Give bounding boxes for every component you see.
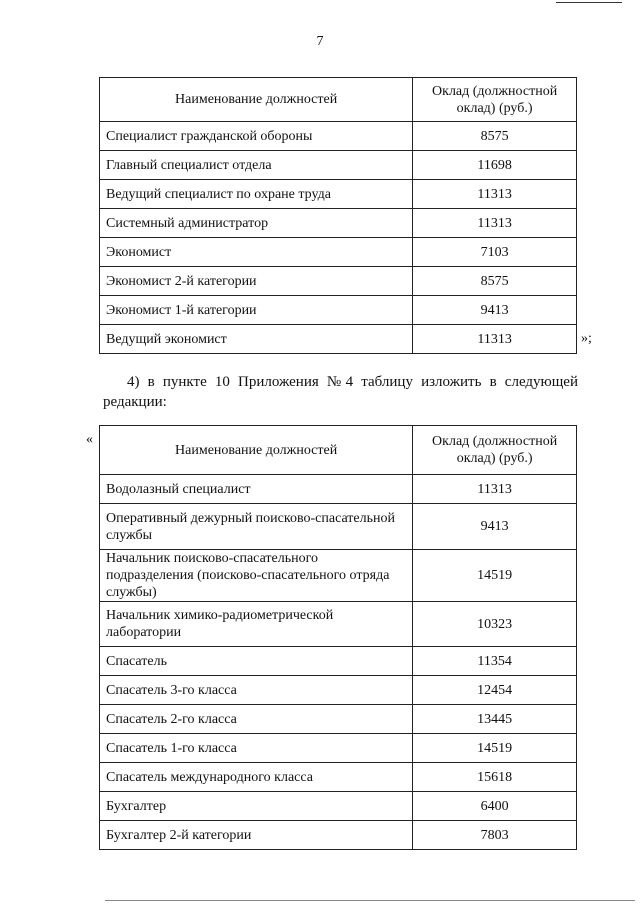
salary-value: 10323 — [413, 602, 577, 647]
salary-value: 7103 — [413, 238, 577, 267]
position-name: Экономист — [100, 238, 413, 267]
salary-value: 8575 — [413, 267, 577, 296]
table-row — [100, 647, 577, 676]
table-row — [100, 475, 577, 504]
position-name: Экономист 2-й категории — [100, 267, 413, 296]
paragraph-line-1: 4) в пункте 10 Приложения №4 таблицу изложить в следующей — [127, 374, 578, 390]
scan-artifact-top — [556, 2, 622, 3]
salary-value: 14519 — [413, 734, 577, 763]
table-header-row — [100, 78, 577, 122]
position-name: Ведущий специалист по охране труда — [100, 180, 413, 209]
closing-quote-mark: »; — [581, 331, 592, 346]
table-row — [100, 821, 577, 850]
salary-value: 9413 — [413, 296, 577, 325]
position-name: Экономист 1-й категории — [100, 296, 413, 325]
table-row — [100, 676, 577, 705]
salary-value: 11313 — [413, 209, 577, 238]
table-row — [100, 209, 577, 238]
paragraph-line-2: редакции: — [103, 394, 167, 410]
salary-value: 9413 — [413, 504, 577, 550]
table-row — [100, 792, 577, 821]
column-header-position: Наименование должностей — [100, 78, 413, 122]
salary-value: 11698 — [413, 151, 577, 180]
position-name: Бухгалтер 2-й категории — [100, 821, 413, 850]
salary-table-2 — [99, 425, 577, 850]
position-name: Системный администратор — [100, 209, 413, 238]
opening-quote-mark: « — [86, 432, 93, 447]
page-number: 7 — [316, 34, 324, 49]
table-row — [100, 238, 577, 267]
position-name: Оперативный дежурный поисково-спасательной службы — [100, 504, 413, 550]
table-row — [100, 602, 577, 647]
column-header-salary: Оклад (должностной оклад) (руб.) — [413, 426, 577, 475]
table-row — [100, 296, 577, 325]
position-name: Спасатель 3-го класса — [100, 676, 413, 705]
scan-artifact-bottom — [105, 900, 635, 901]
column-header-position: Наименование должностей — [100, 426, 413, 475]
table-row — [100, 325, 577, 354]
table-row — [100, 122, 577, 151]
amendment-paragraph — [103, 372, 578, 412]
position-name: Ведущий экономист — [100, 325, 413, 354]
table-row — [100, 550, 577, 602]
salary-value: 15618 — [413, 763, 577, 792]
position-name: Спасатель 1-го класса — [100, 734, 413, 763]
position-name: Специалист гражданской обороны — [100, 122, 413, 151]
position-name: Бухгалтер — [100, 792, 413, 821]
position-name: Начальник поисково-спасательного подразделения (поисково-спасательного отряда службы) — [100, 550, 413, 602]
salary-value: 6400 — [413, 792, 577, 821]
position-name: Спасатель — [100, 647, 413, 676]
salary-value: 11354 — [413, 647, 577, 676]
salary-value: 7803 — [413, 821, 577, 850]
table-row — [100, 763, 577, 792]
salary-value: 13445 — [413, 705, 577, 734]
salary-table-1 — [99, 77, 577, 354]
position-name: Спасатель международного класса — [100, 763, 413, 792]
table-row — [100, 267, 577, 296]
salary-value: 14519 — [413, 550, 577, 602]
salary-value: 11313 — [413, 475, 577, 504]
position-name: Начальник химико-радиометрической лаборатории — [100, 602, 413, 647]
table-row — [100, 151, 577, 180]
column-header-salary: Оклад (должностной оклад) (руб.) — [413, 78, 577, 122]
table-row — [100, 705, 577, 734]
salary-value: 12454 — [413, 676, 577, 705]
table-row — [100, 734, 577, 763]
salary-value: 11313 — [413, 325, 577, 354]
position-name: Главный специалист отдела — [100, 151, 413, 180]
position-name: Спасатель 2-го класса — [100, 705, 413, 734]
table-row — [100, 504, 577, 550]
table-header-row — [100, 426, 577, 475]
salary-value: 8575 — [413, 122, 577, 151]
position-name: Водолазный специалист — [100, 475, 413, 504]
table-row — [100, 180, 577, 209]
salary-value: 11313 — [413, 180, 577, 209]
